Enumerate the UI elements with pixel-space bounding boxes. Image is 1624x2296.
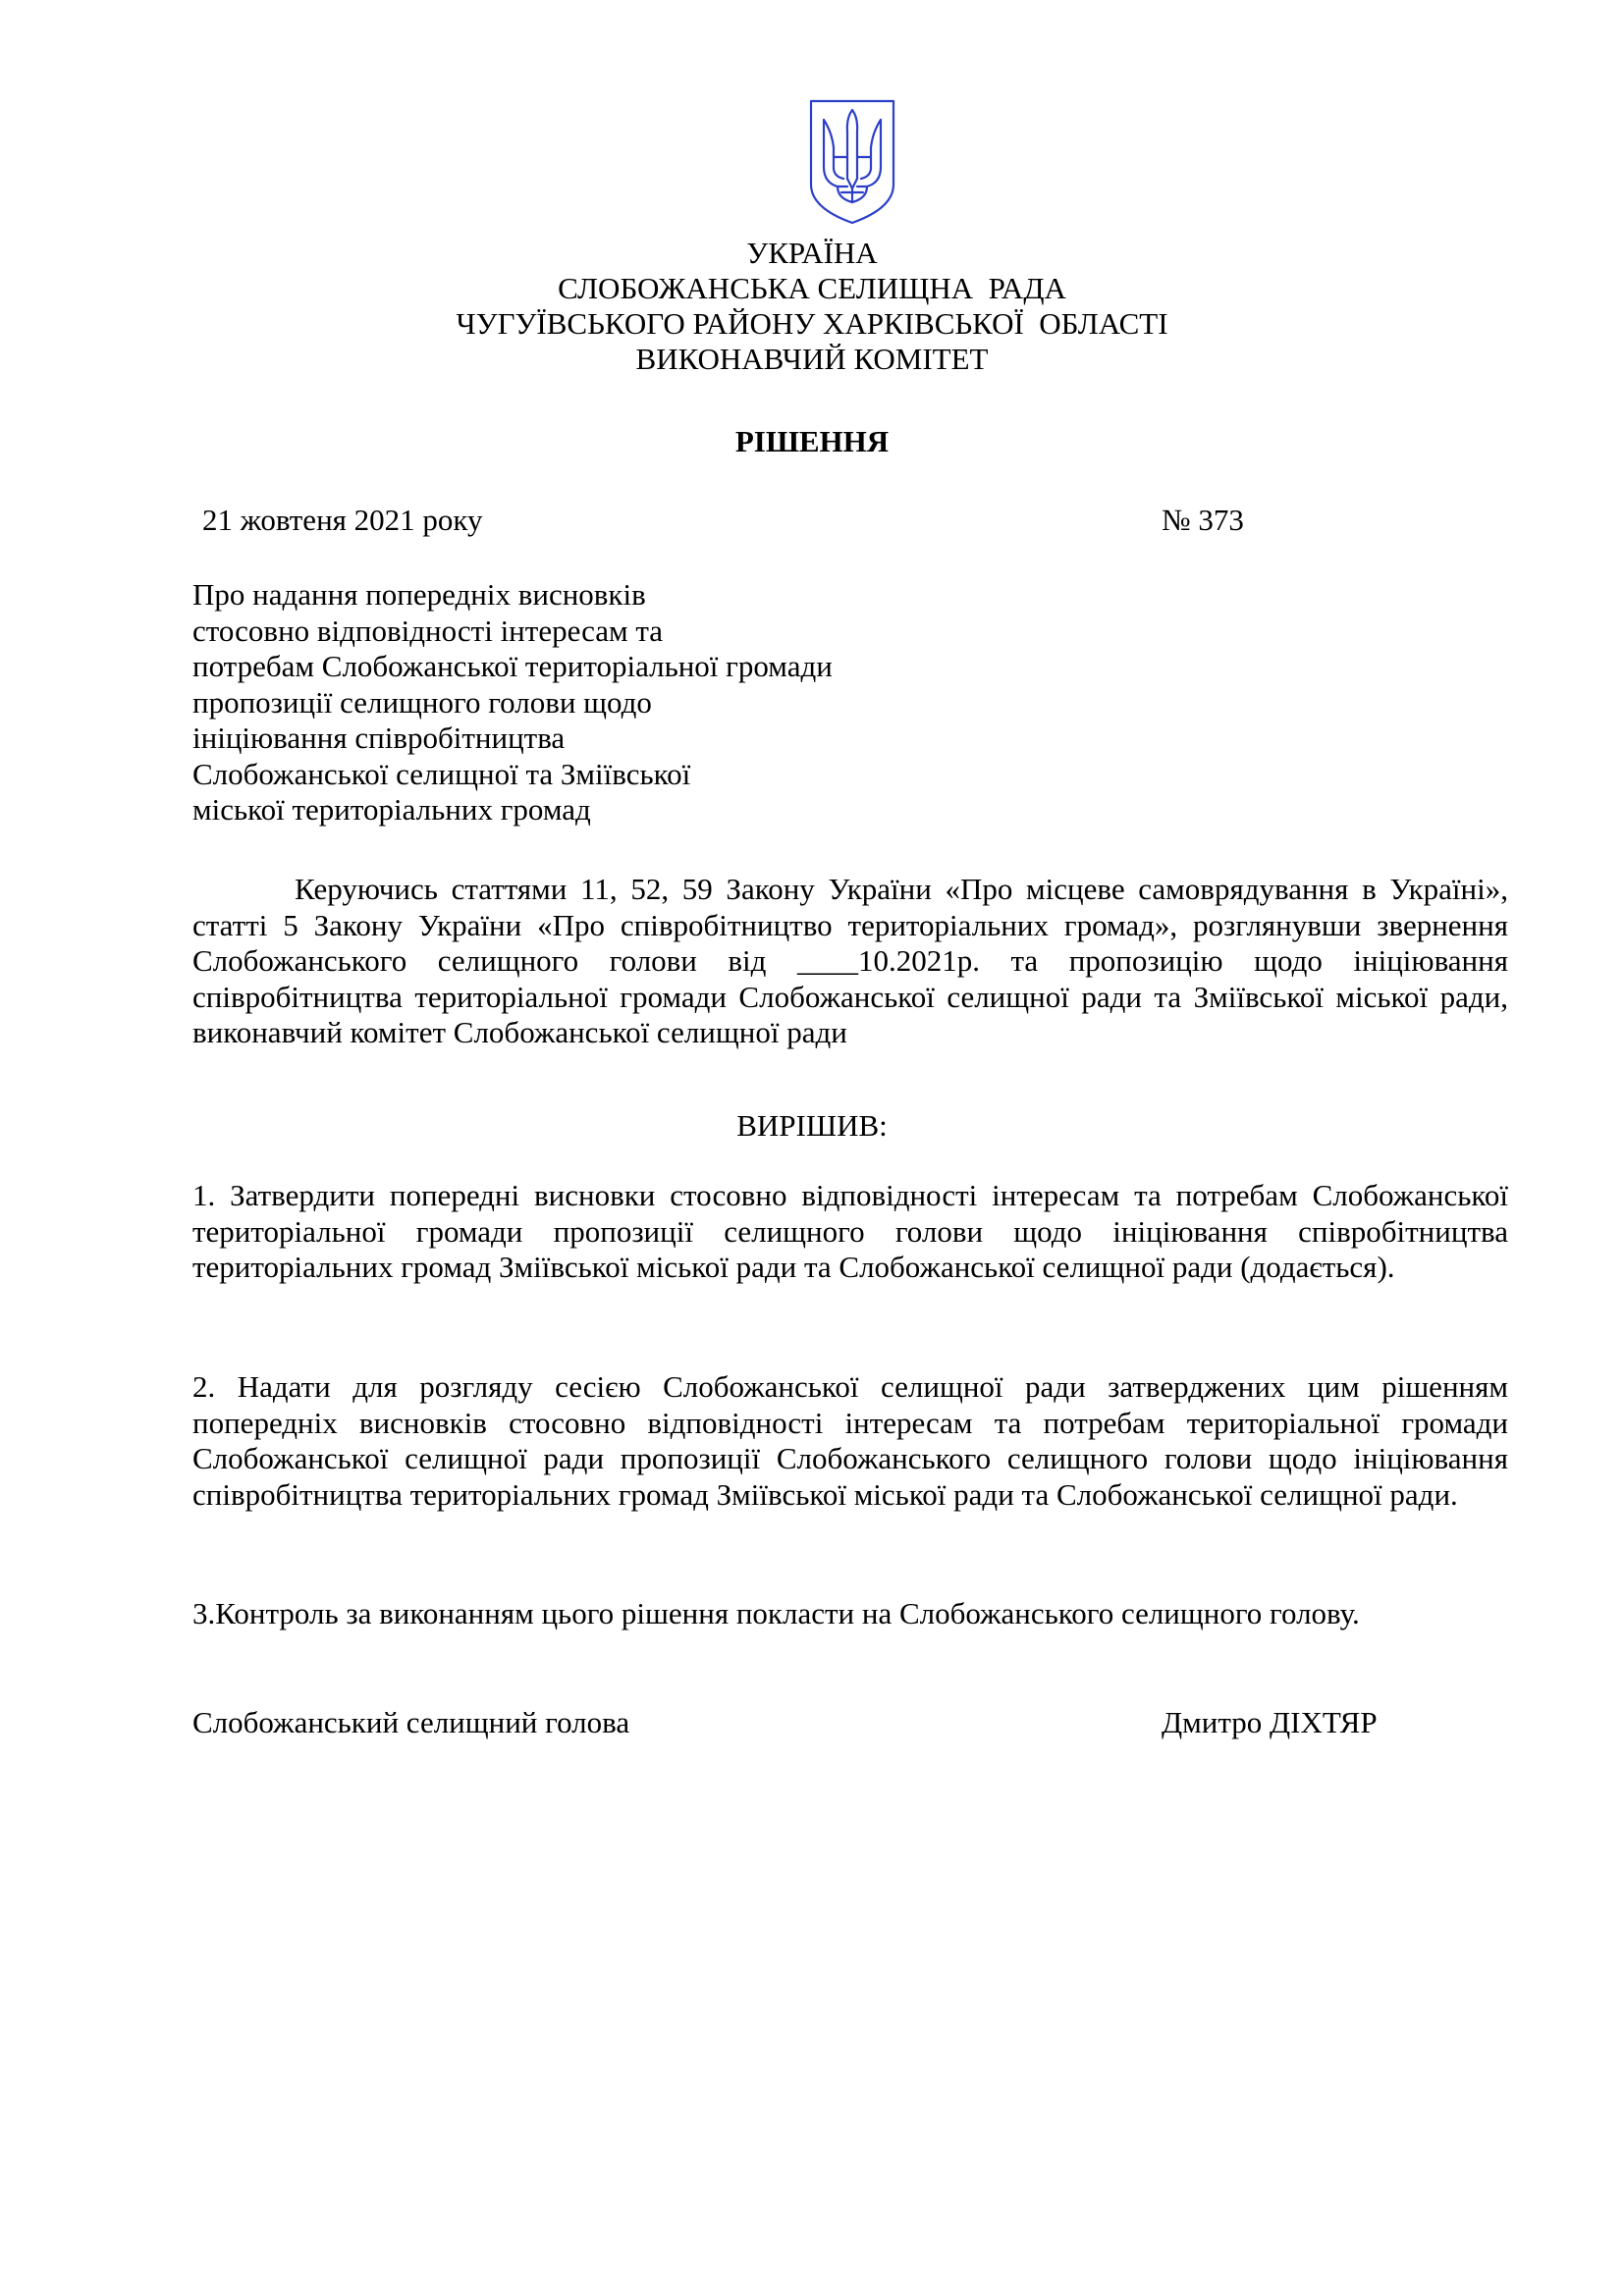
header-country: УКРАЇНА [746, 236, 878, 270]
resolution-item-1: 1. Затвердити попередні висновки стосовно відповідності інтересам та потребам Слобожанської територіальної громади пропозиції селищного голови щодо ініціювання співробітництва територіальних громад Зміївської міської ради та Слобожанської селищної ради (додається). [192, 1178, 1508, 1285]
document-header [0, 236, 1624, 377]
subject-line: Про надання попередніх висновків [192, 577, 646, 612]
header-council: СЛОБОЖАНСЬКА СЕЛИЩНА РАДА [558, 271, 1066, 305]
preamble-paragraph: Керуючись статтями 11, 52, 59 Закону України «Про місцеве самоврядування в Україні», статті 5 Закону України «Про співробітництво територіальних громад», розглянувши звернення Слобожанського селищного голови від ____10.2021р. та пропозицію щодо ініціювання співробітництва територіальної громади Слобожанської селищної ради та Зміївської міської ради, виконавчий комітет Слобожанської селищної ради [192, 872, 1508, 1050]
resolution-item-2: 2. Надати для розгляду сесією Слобожанської селищної ради затверджених цим рішенням попередніх висновків стосовно відповідності інтересам та потребам територіальної громади Слобожанської селищної ради пропозиції Слобожанського селищного голови щодо ініціювання співробітництва територіальних громад Зміївської міської ради та Слобожанської селищної ради. [192, 1369, 1508, 1512]
tryzub-emblem-icon [808, 98, 896, 226]
subject-line: ініціювання співробітництва [192, 721, 566, 755]
decision-title: РІШЕННЯ [734, 424, 890, 458]
decision-subject [192, 577, 833, 828]
subject-line: пропозиції селищного голови щодо [192, 684, 652, 720]
signer-title: Слобожанський селищний голова [192, 1705, 630, 1739]
subject-line: Слобожанської селищної та Зміївської [192, 756, 691, 791]
decision-date: 21 жовтеня 2021 року [202, 503, 483, 537]
subject-line: потребам Слобожанської територіальної громади [192, 649, 833, 683]
resolved-heading: ВИРІШИВ: [736, 1108, 888, 1143]
header-committee: ВИКОНАВЧИЙ КОМІТЕТ [635, 342, 989, 376]
decision-number: № 373 [1162, 503, 1244, 537]
resolution-item-3: 3.Контроль за виконанням цього рішення покласти на Слобожанського селищного голову. [192, 1596, 1360, 1630]
subject-line: стосовно відповідності інтересам та [192, 613, 664, 648]
signer-name: Дмитро ДІХТЯР [1162, 1705, 1378, 1739]
subject-line: міської територіальних громад [192, 792, 591, 827]
header-district: ЧУГУЇВСЬКОГО РАЙОНУ ХАРКІВСЬКОЇ ОБЛАСТІ [456, 306, 1168, 341]
